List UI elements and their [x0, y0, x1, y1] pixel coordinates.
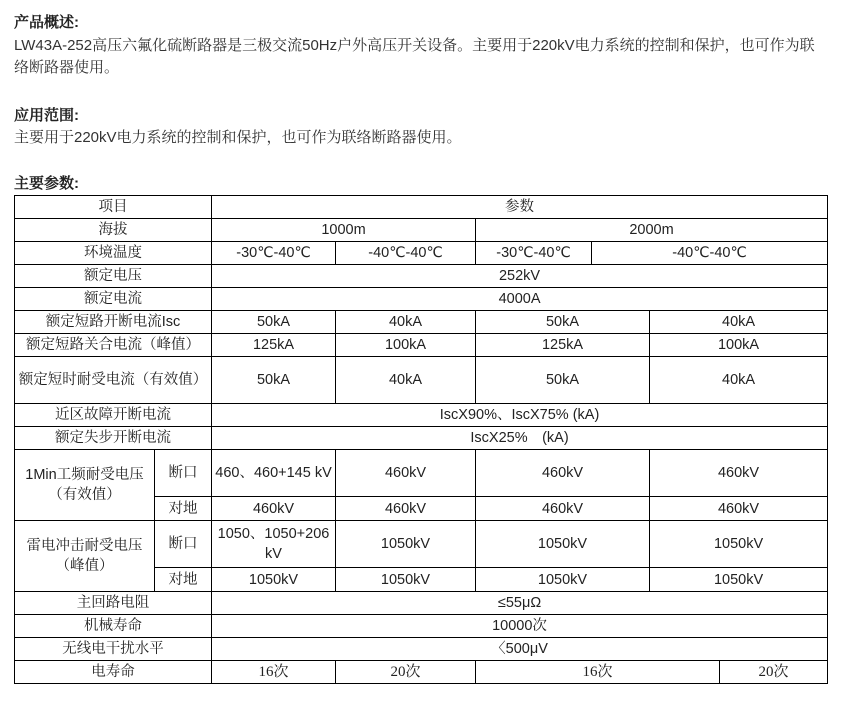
lightning-break-value: 1050kV — [476, 521, 650, 568]
lightning-label: 雷电冲击耐受电压（峰值） — [15, 521, 155, 592]
table-row — [15, 196, 828, 219]
temperature-value: -40℃-40℃ — [592, 242, 828, 265]
rated-voltage-value: 252kV — [212, 265, 828, 288]
overview-heading: 产品概述: — [14, 14, 79, 31]
rated-current-label: 额定电流 — [15, 288, 212, 311]
short-make-value: 125kA — [212, 334, 336, 357]
overview-text: LW43A-252高压六氟化硫断路器是三极交流50Hz户外高压开关设备。主要用于220kV电力系统的控制和保护，也可作为联络断路器使用。 — [14, 37, 815, 76]
table-row — [15, 311, 828, 334]
elec-life-value: 16次 — [212, 661, 336, 684]
header-param-cell: 参数 — [212, 196, 828, 219]
power-freq-break-value: 460kV — [476, 450, 650, 497]
table-row — [15, 265, 828, 288]
short-make-value: 100kA — [650, 334, 828, 357]
table-row — [15, 615, 828, 638]
table-row — [15, 288, 828, 311]
near-fault-value: IscX90%、IscX75% (kA) — [212, 404, 828, 427]
elec-life-value: 16次 — [476, 661, 720, 684]
short-break-value: 40kA — [650, 311, 828, 334]
header-item-cell: 项目 — [15, 196, 212, 219]
resistance-label: 主回路电阻 — [15, 592, 212, 615]
short-withstand-value: 40kA — [336, 357, 476, 404]
temperature-value: -30℃-40℃ — [476, 242, 592, 265]
rated-current-value: 4000A — [212, 288, 828, 311]
lightning-ground-label: 对地 — [155, 568, 212, 592]
out-of-phase-label: 额定失步开断电流 — [15, 427, 212, 450]
rated-voltage-label: 额定电压 — [15, 265, 212, 288]
elec-life-value: 20次 — [336, 661, 476, 684]
out-of-phase-value: IscX25% (kA) — [212, 427, 828, 450]
mech-life-value: 10000次 — [212, 615, 828, 638]
short-withstand-value: 50kA — [212, 357, 336, 404]
table-row — [15, 638, 828, 661]
lightning-ground-value: 1050kV — [212, 568, 336, 592]
table-row — [15, 357, 828, 404]
short-make-label: 额定短路关合电流（峰值） — [15, 334, 212, 357]
params-heading: 主要参数: — [14, 175, 79, 192]
power-freq-ground-value: 460kV — [650, 497, 828, 521]
radio-label: 无线电干扰水平 — [15, 638, 212, 661]
table-row — [15, 661, 828, 684]
application-text: 主要用于220kV电力系统的控制和保护，也可作为联络断路器使用。 — [14, 129, 462, 146]
short-withstand-value: 40kA — [650, 357, 828, 404]
table-row — [15, 219, 828, 242]
short-break-value: 50kA — [212, 311, 336, 334]
power-freq-break-value: 460kV — [336, 450, 476, 497]
power-freq-ground-value: 460kV — [336, 497, 476, 521]
table-row — [15, 427, 828, 450]
elec-life-label: 电寿命 — [15, 661, 212, 684]
table-row — [15, 334, 828, 357]
power-freq-label: 1Min工频耐受电压（有效值） — [15, 450, 155, 521]
power-freq-ground-label: 对地 — [155, 497, 212, 521]
application-heading: 应用范围: — [14, 107, 79, 124]
short-break-value: 50kA — [476, 311, 650, 334]
lightning-ground-value: 1050kV — [650, 568, 828, 592]
lightning-break-value: 1050、1050+206 kV — [212, 521, 336, 568]
altitude-2000: 2000m — [476, 219, 828, 242]
near-fault-label: 近区故障开断电流 — [15, 404, 212, 427]
power-freq-ground-value: 460kV — [476, 497, 650, 521]
params-table — [14, 195, 828, 684]
radio-value: 〈500μV — [212, 638, 828, 661]
short-withstand-label: 额定短时耐受电流（有效值） — [15, 357, 212, 404]
elec-life-value: 20次 — [720, 661, 828, 684]
lightning-break-label: 断口 — [155, 521, 212, 568]
lightning-ground-value: 1050kV — [336, 568, 476, 592]
lightning-break-value: 1050kV — [650, 521, 828, 568]
table-row — [15, 521, 828, 568]
table-row — [15, 450, 828, 497]
power-freq-break-value: 460kV — [650, 450, 828, 497]
lightning-break-value: 1050kV — [336, 521, 476, 568]
power-freq-break-value: 460、460+145 kV — [212, 450, 336, 497]
altitude-1000: 1000m — [212, 219, 476, 242]
temperature-value: -30℃-40℃ — [212, 242, 336, 265]
temperature-label: 环境温度 — [15, 242, 212, 265]
short-withstand-value: 50kA — [476, 357, 650, 404]
power-freq-break-label: 断口 — [155, 450, 212, 497]
power-freq-ground-value: 460kV — [212, 497, 336, 521]
resistance-value: ≤55μΩ — [212, 592, 828, 615]
mech-life-label: 机械寿命 — [15, 615, 212, 638]
table-row — [15, 404, 828, 427]
table-row — [15, 242, 828, 265]
temperature-value: -40℃-40℃ — [336, 242, 476, 265]
short-make-value: 100kA — [336, 334, 476, 357]
short-make-value: 125kA — [476, 334, 650, 357]
table-row — [15, 592, 828, 615]
lightning-ground-value: 1050kV — [476, 568, 650, 592]
altitude-label: 海拔 — [15, 219, 212, 242]
short-break-label: 额定短路开断电流Isc — [15, 311, 212, 334]
short-break-value: 40kA — [336, 311, 476, 334]
